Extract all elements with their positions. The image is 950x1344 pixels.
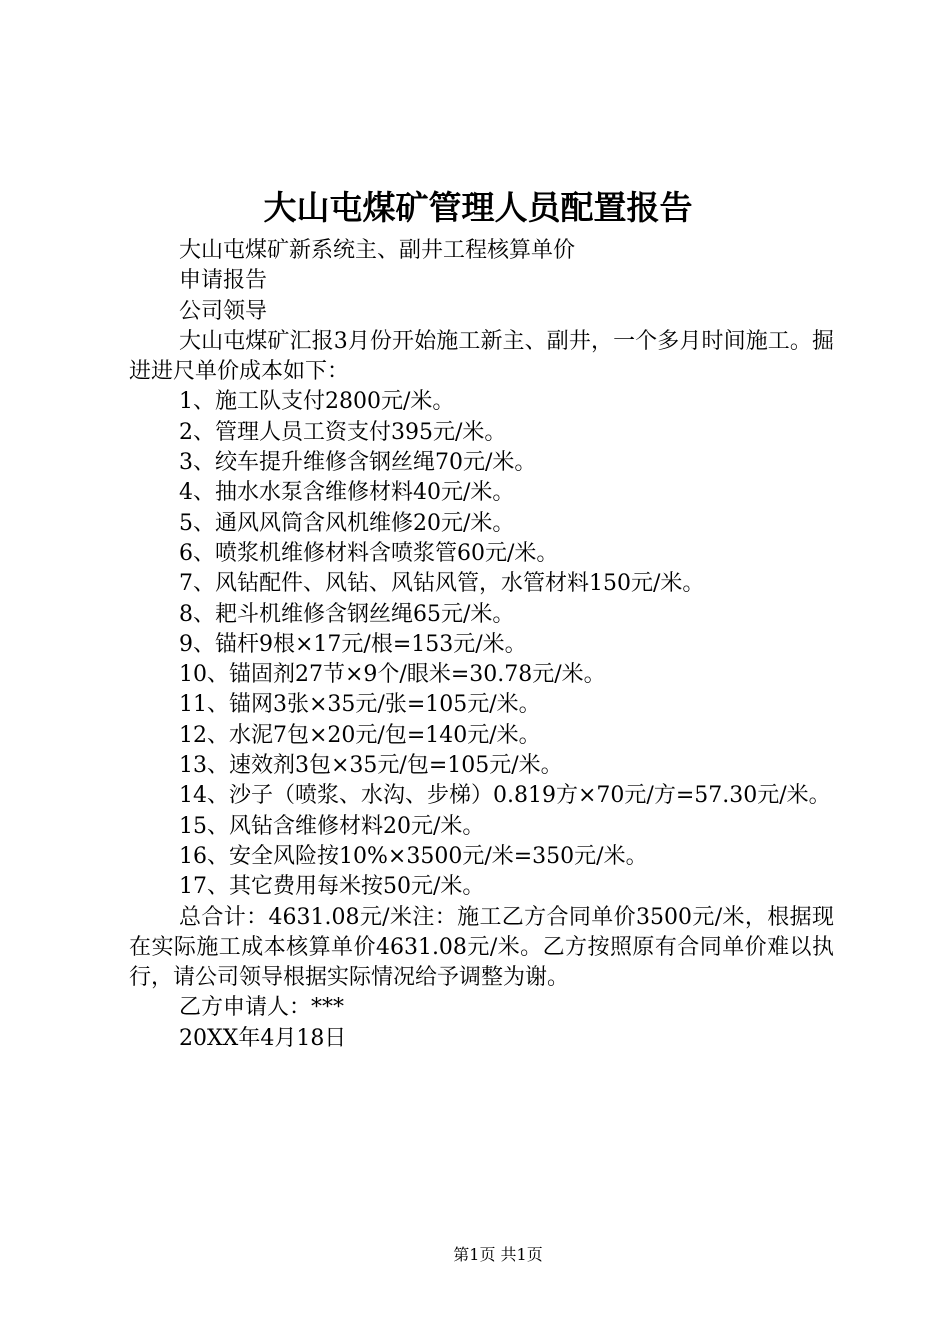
cost-item-14: 14、沙子（喷浆、水沟、步梯）0.819方×70元/方=57.30元/米。 (179, 783, 831, 809)
paragraph-intro: 大山屯煤矿汇报3月份开始施工新主、副井，一个多月时间施工。掘进进尺单价成本如下： (129, 328, 834, 385)
cost-item-4: 4、抽水水泵含维修材料40元/米。 (179, 480, 515, 506)
document-title: 大山屯煤矿管理人员配置报告 (263, 188, 693, 227)
paragraph-total: 总合计：4631.08元/米注：施工乙方合同单价3500元/米，根据现在实际施工成本核算单价4631.08元/米。乙方按照原有合同单价难以执行，请公司领导根据实际情况给予调整为谢。 (129, 904, 834, 991)
cost-item-12: 12、水泥7包×20元/包=140元/米。 (179, 722, 541, 748)
cost-item-11: 11、锚网3张×35元/张=105元/米。 (179, 692, 541, 718)
cost-item-8: 8、耙斗机维修含钢丝绳65元/米。 (179, 601, 515, 627)
cost-item-13: 13、速效剂3包×35元/包=105元/米。 (179, 753, 563, 779)
cost-item-5: 5、通风风筒含风机维修20元/米。 (179, 510, 515, 536)
cost-item-17: 17、其它费用每米按50元/米。 (179, 874, 485, 900)
cost-item-2: 2、管理人员工资支付395元/米。 (179, 419, 507, 445)
cost-item-10: 10、锚固剂27节×9个/眼米=30.78元/米。 (179, 662, 606, 688)
cost-item-3: 3、绞车提升维修含钢丝绳70元/米。 (179, 450, 537, 476)
paragraph-subject: 大山屯煤矿新系统主、副井工程核算单价 (179, 238, 576, 263)
cost-item-7: 7、风钻配件、风钻、风钻风管，水管材料150元/米。 (179, 571, 705, 597)
paragraph-applicant: 乙方申请人：*** (179, 995, 345, 1021)
document-body (129, 236, 834, 1054)
cost-item-1: 1、施工队支付2800元/米。 (179, 389, 455, 415)
paragraph-report-label: 申请报告 (179, 268, 268, 294)
page-footer: 第1页 共1页 (453, 1245, 543, 1264)
cost-item-15: 15、风钻含维修材料20元/米。 (179, 813, 485, 839)
cost-item-6: 6、喷浆机维修材料含喷浆管60元/米。 (179, 540, 559, 566)
cost-item-16: 16、安全风险按10%×3500元/米=350元/米。 (179, 843, 648, 869)
paragraph-date: 20XX年4月18日 (179, 1025, 347, 1051)
paragraph-salutation: 公司领导 (179, 298, 268, 324)
cost-item-9: 9、锚杆9根×17元/根=153元/米。 (179, 631, 527, 657)
